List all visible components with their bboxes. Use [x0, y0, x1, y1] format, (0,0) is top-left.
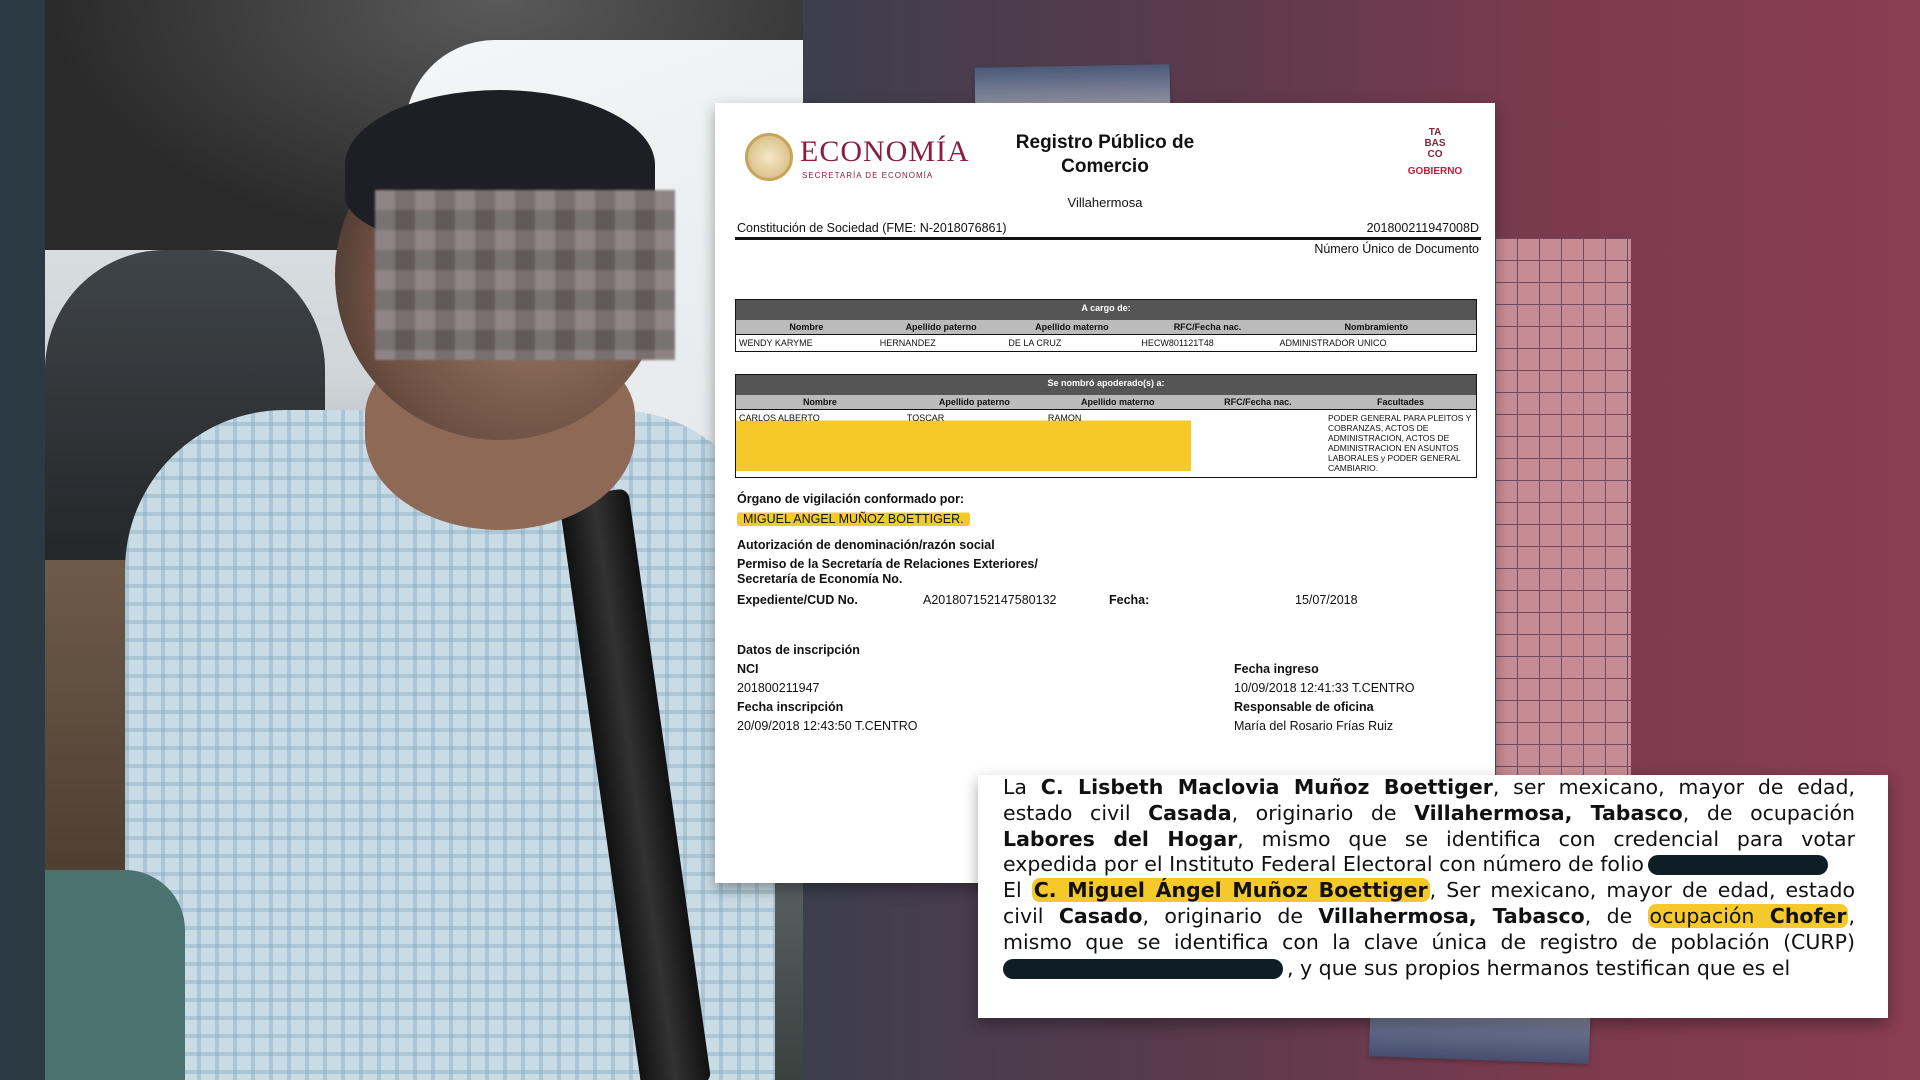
document-city: Villahermosa — [1067, 195, 1143, 210]
excerpt-line — [1003, 852, 1855, 878]
table-row — [736, 335, 1477, 352]
table-cell: ADMINISTRADOR UNICO — [1279, 338, 1387, 348]
document-excerpt — [978, 775, 1888, 1018]
excerpt-line — [1003, 878, 1855, 904]
table-header: Apellido materno — [1005, 320, 1138, 335]
expediente-label: Expediente/CUD No. — [737, 593, 858, 607]
text: , y que sus propios hermanos testifican que es el — [1287, 955, 1791, 980]
mexico-seal-icon — [745, 133, 793, 181]
text: Casado — [1058, 903, 1143, 928]
document-number-label: Número Único de Documento — [1314, 242, 1479, 256]
highlighted-name: C. Miguel Ángel Muñoz Boettiger — [1033, 878, 1428, 903]
table-header: Apellido materno — [1045, 395, 1191, 410]
text: Villahermosa, Tabasco — [1414, 800, 1683, 825]
text: , de — [1584, 903, 1648, 928]
table-cell: RAMON — [1045, 410, 1191, 478]
fecha-value: 15/07/2018 — [1295, 593, 1358, 607]
registry-document — [715, 103, 1495, 883]
tabasco-logo-line: BAS — [1424, 138, 1446, 149]
gobierno-label: GOBIERNO — [1407, 166, 1463, 177]
table-row — [736, 410, 1477, 478]
table-cell: TOSCAR — [904, 410, 1045, 478]
document-title: Registro Público de Comercio — [1015, 132, 1195, 177]
text: expedida por el Instituto Federal Electoral con número de folio — [1003, 852, 1644, 877]
tabasco-logo-line: CO — [1427, 149, 1443, 160]
text: estado civil — [1003, 800, 1149, 825]
excerpt-line — [1003, 930, 1855, 956]
table-header: Apellido paterno — [904, 395, 1045, 410]
logo-subtitle: SECRETARÍA DE ECONOMÍA — [802, 171, 934, 180]
text: , de ocupación — [1682, 800, 1855, 825]
text: Villahermosa, Tabasco — [1318, 903, 1585, 928]
permiso-label: Permiso de la Secretaría de Relaciones Exteriores/ Secretaría de Economía No. — [737, 557, 1038, 586]
nci-value: 201800211947 — [737, 681, 820, 695]
text: , originario de — [1142, 903, 1319, 928]
table-cell: CARLOS ALBERTO — [736, 410, 904, 478]
constitucion-line: Constitución de Sociedad (FME: N-2018076861) — [737, 221, 1007, 235]
organo-label: Órgano de vigilación conformado por: — [737, 492, 965, 506]
text: , Ser mexicano, mayor de edad, estado — [1429, 878, 1855, 903]
table-cell: DE LA CRUZ — [1008, 338, 1062, 348]
table-cell: HECW801121T48 — [1141, 338, 1214, 348]
divider — [735, 237, 1481, 240]
table-header: Nombre — [736, 395, 904, 410]
text: , mismo que se identifica con credencial para votar — [1237, 826, 1856, 851]
tabasco-logo-line: TA — [1428, 127, 1442, 138]
table-cell: PODER GENERAL PARA PLEITOS Y COBRANZAS, ACTOS DE ADMINISTRACION, ACTOS DE ADMINISTRACION EN ASUNTOS LABORALES y PODER GENERAL CAMBIARIO. — [1328, 413, 1472, 473]
a-cargo-table — [735, 299, 1477, 352]
expediente-value: A201807152147580132 — [923, 593, 1057, 607]
text: , originario de — [1231, 800, 1415, 825]
text: mismo que se identifica con la clave única de registro de población (CURP) — [1003, 929, 1855, 954]
autorizacion-label: Autorización de denominación/razón social — [737, 538, 995, 552]
datos-label: Datos de inscripción — [737, 643, 860, 657]
text: C. Lisbeth Maclovia Muñoz Boettiger — [1040, 775, 1493, 799]
pixelated-face — [375, 190, 675, 360]
text: Casada — [1148, 800, 1232, 825]
document-number: 201800211947008D — [1366, 221, 1479, 235]
excerpt-line — [1003, 801, 1855, 827]
fecha-inscripcion-value: 20/09/2018 12:43:50 T.CENTRO — [737, 719, 918, 733]
text: ocupación — [1649, 903, 1770, 928]
redaction-bar — [1648, 855, 1828, 875]
teal-object — [45, 870, 185, 1080]
table-header: Nombre — [736, 320, 877, 335]
fecha-inscripcion-label: Fecha inscripción — [737, 700, 844, 714]
apoderado-table — [735, 374, 1477, 478]
excerpt-line — [1003, 904, 1855, 930]
table-header: Nombramiento — [1276, 320, 1476, 335]
fecha-ingreso-value: 10/09/2018 12:41:33 T.CENTRO — [1234, 681, 1415, 695]
table-cell: WENDY KARYME — [739, 338, 813, 348]
excerpt-line — [1003, 956, 1855, 982]
text: civil — [1003, 903, 1059, 928]
table-caption: Se nombró apoderado(s) a: — [736, 375, 1477, 396]
highlighted-occupation — [1648, 904, 1849, 928]
nci-label: NCI — [737, 662, 759, 676]
table-caption: A cargo de: — [736, 300, 1477, 321]
organo-name-wrap — [731, 510, 976, 528]
redaction-bar — [1003, 959, 1283, 979]
tabasco-logo — [1405, 127, 1465, 177]
grid-paper-background — [1495, 238, 1631, 778]
photo-man-in-car — [45, 0, 803, 1080]
table-header: Apellido paterno — [877, 320, 1006, 335]
table-header: RFC/Fecha nac. — [1138, 320, 1276, 335]
excerpt-line — [1003, 775, 1855, 801]
text: Labores del Hogar — [1003, 826, 1238, 851]
text: , — [1848, 903, 1855, 928]
text: La — [1003, 775, 1041, 799]
fecha-label: Fecha: — [1109, 593, 1150, 607]
table-header: RFC/Fecha nac. — [1191, 395, 1325, 410]
table-header: Facultades — [1325, 395, 1477, 410]
excerpt-line — [1003, 827, 1855, 853]
responsable-label: Responsable de oficina — [1234, 700, 1374, 714]
text: El — [1003, 878, 1032, 903]
logo-word: ECONOMÍA — [800, 135, 970, 168]
text: Chofer — [1769, 903, 1847, 928]
text: , ser mexicano, mayor de edad, — [1492, 775, 1856, 799]
economia-logo — [745, 131, 970, 191]
table-cell: HERNANDEZ — [879, 338, 936, 348]
fecha-ingreso-label: Fecha ingreso — [1234, 662, 1319, 676]
responsable-value: María del Rosario Frías Ruiz — [1234, 719, 1394, 733]
organo-name: MIGUEL ANGEL MUÑOZ BOETTIGER. — [737, 510, 970, 528]
table-cell — [1191, 410, 1325, 478]
